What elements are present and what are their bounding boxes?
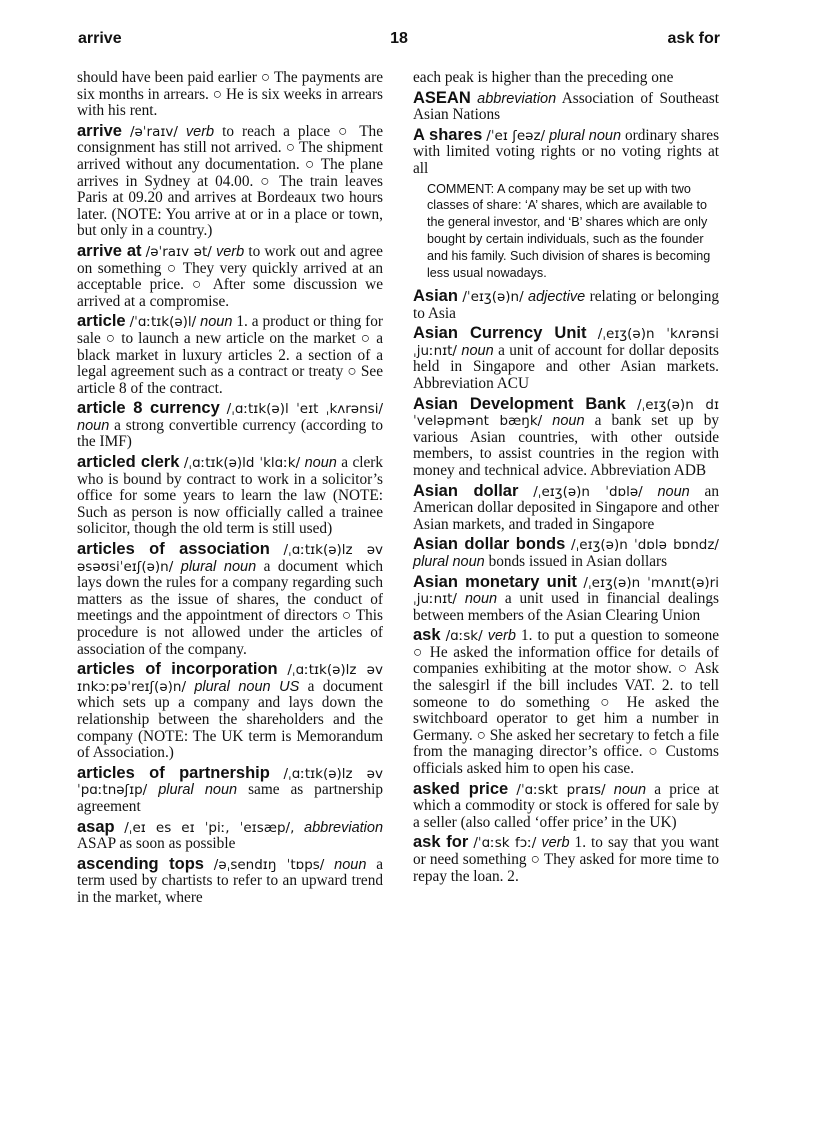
pronunciation: /ˌeɪʒ(ə)n dɪˈveləpmənt bæŋk/: [413, 396, 719, 430]
definition: a document which sets up a company and lays down the relationship between the shareholders and the company (NOTE: The UK term is Memorandum of Association.): [77, 677, 384, 762]
definition: relating or belonging to Asia: [413, 288, 720, 322]
pronunciation: /ˌɑːtɪk(ə)lz əv ɪnkɔːpəˈreɪʃ(ə)n/: [77, 662, 383, 695]
headword: Asian Development Bank: [413, 394, 626, 413]
pronunciation: /ɑːsk/: [445, 628, 483, 645]
dictionary-entry: [77, 856, 383, 907]
page-header: [78, 30, 720, 54]
definition: ASAP as soon as possible: [77, 835, 236, 853]
dictionary-entry: [413, 288, 719, 322]
part-of-speech: plural noun: [549, 127, 622, 144]
definition: a document which lays down the rules for a company regarding such matters as the issue of shares, the conduct of meetings and the appointment of directors ○ This procedure is not allowed under the articles of association of the company.: [77, 557, 384, 658]
pronunciation: /ˈeɪʒ(ə)n/: [462, 289, 524, 305]
definition: Association of Southeast Asian Nations: [413, 89, 719, 124]
part-of-speech: noun: [200, 314, 233, 331]
dictionary-entry: [413, 127, 719, 178]
dictionary-entry: [413, 781, 719, 832]
dictionary-entry: [77, 400, 383, 451]
headword: ask: [413, 626, 441, 645]
headword: ascending tops: [77, 854, 204, 873]
headword: arrive at: [77, 241, 142, 260]
part-of-speech: adjective: [528, 289, 586, 305]
pronunciation: /əˈraɪv ət/: [145, 243, 212, 260]
pronunciation: /ˌeɪʒ(ə)n ˈmʌnɪt(ə)ri ˌjuːnɪt/: [413, 574, 719, 608]
dictionary-entry: [413, 834, 719, 885]
headword: Asian dollar: [413, 481, 519, 500]
headword: Asian Currency Unit: [413, 324, 587, 343]
pronunciation: /ˈɑːsk fɔː/: [473, 835, 537, 852]
definition: a clerk who is bound by contract to work in a solicitor’s office for some years to learn the law (NOTE: Such as person is now officially called a trainee solicitor, though the old term is still used): [77, 454, 384, 538]
headword: Asian monetary unit: [413, 572, 577, 591]
left-column: [77, 70, 383, 910]
part-of-speech: noun: [613, 781, 647, 798]
pronunciation: /ˌɑːtɪk(ə)lz əv ˈpɑːtnəʃɪp/: [77, 765, 383, 799]
pronunciation: /əˌsendɪŋ ˈtɒps/: [213, 856, 325, 873]
headword: arrive: [77, 121, 122, 140]
dictionary-entry: [413, 483, 719, 534]
dictionary-entry: [413, 536, 719, 570]
dictionary-entry: [77, 123, 383, 240]
dictionary-entry: [77, 541, 383, 658]
headword: articles of partnership: [77, 763, 270, 782]
headword: asked price: [413, 779, 509, 798]
pronunciation: /ˌɑːtɪk(ə)lz əv əsəʊsiˈeɪʃ(ə)n/: [77, 542, 383, 575]
definition: to reach a place ○ The consignment has still not arrived. ○ The shipment arrived without any documentation. ○ The plane arrives in Sydney at 04.00. ○ The train leaves Paris at 09.20 and arrives at Bordeaux two hours later. (NOTE: You arrive at or in a place or town, but only in a country.): [77, 122, 383, 240]
headword: asap: [77, 817, 115, 836]
headword: article 8 currency: [77, 399, 220, 418]
headword: ASEAN: [413, 88, 471, 107]
part-of-speech: verb: [541, 835, 570, 852]
dictionary-entry: [413, 574, 719, 625]
headword: ask for: [413, 833, 469, 852]
part-of-speech: plural noun US: [194, 678, 300, 695]
part-of-speech: noun: [77, 417, 110, 434]
part-of-speech: abbreviation: [304, 819, 384, 836]
guide-word-last: ask for: [667, 30, 720, 47]
definition: 1. a product or thing for sale ○ to launch a new article on the market ○ a black market in luxury articles 2. a section of a legal agreement such as a contract or treaty ○ See article 8 of the contract.: [77, 313, 384, 397]
definition: a unit of account for dollar deposits held in Singapore and other Asian markets. Abbreviation ACU: [413, 341, 720, 392]
page-number: 18: [390, 30, 408, 47]
headword: articled clerk: [77, 453, 180, 472]
definition: each peak is higher than the preceding one: [413, 69, 674, 86]
part-of-speech: noun: [304, 455, 337, 472]
pronunciation: /ˌɑːtɪk(ə)ld ˈklɑːk/: [183, 455, 301, 472]
dictionary-entry: [77, 454, 383, 538]
definition: should have been paid earlier ○ The payments are six months in arrears. ○ He is six weeks in arrears with his rent.: [77, 69, 383, 120]
part-of-speech: verb: [185, 123, 215, 140]
pronunciation: /ˌeɪ es eɪ ˈpiː, ˈeɪsæp/,: [124, 819, 295, 836]
headword: A shares: [413, 125, 483, 144]
part-of-speech: plural noun: [180, 558, 257, 575]
comment-box: COMMENT: A company may be set up with two classes of share: ‘A’ shares, which are available to the general investor, and ‘B’ shares which are only bought by certain individuals, such as the founder and his family. Such division of shares is becoming less usual nowadays.: [427, 181, 711, 281]
dictionary-entry: [413, 627, 719, 777]
dictionary-entry: [77, 661, 383, 762]
definition: a bank set up by various Asian countries, with other outside members, to assist countries in the region with money and technical advice. Abbreviation ADB: [413, 412, 720, 479]
definition: to work out and agree on something ○ They very quickly arrived at an acceptable price. ○ After some discussion we arrived at a compromise.: [77, 242, 383, 310]
part-of-speech: plural noun: [413, 553, 485, 570]
definition: a strong convertible currency (according to the IMF): [77, 416, 384, 451]
part-of-speech: noun: [461, 342, 494, 359]
part-of-speech: noun: [334, 856, 367, 873]
dictionary-entry: [413, 90, 719, 124]
part-of-speech: abbreviation: [477, 90, 557, 107]
definition: bonds issued in Asian dollars: [488, 552, 668, 570]
pronunciation: /ˈɑːskt praɪs/: [516, 781, 606, 798]
pronunciation: /ˈeɪ ʃeəz/: [486, 127, 546, 144]
definition: a price at which a commodity or stock is offered for sale by a seller (also called ‘offer price’ in the UK): [413, 780, 720, 831]
part-of-speech: verb: [487, 628, 516, 645]
pronunciation: /ˌeɪʒ(ə)n ˈkʌrənsi ˌjuːnɪt/: [413, 326, 720, 359]
headword: Asian dollar bonds: [413, 535, 566, 554]
part-of-speech: noun: [552, 413, 585, 430]
part-of-speech: verb: [215, 243, 245, 260]
part-of-speech: plural noun: [158, 782, 238, 799]
dictionary-entry: [77, 313, 383, 397]
pronunciation: /əˈraɪv/: [129, 123, 178, 140]
guide-word-first: arrive: [78, 30, 122, 47]
definition: a unit used in financial dealings between members of the Asian Clearing Union: [413, 590, 720, 624]
part-of-speech: noun: [657, 483, 690, 500]
definition: same as partnership agreement: [77, 781, 384, 815]
dictionary-entry: [413, 70, 719, 87]
headword: articles of incorporation: [77, 660, 278, 679]
dictionary-entry: [77, 819, 383, 853]
dictionary-entry: [413, 396, 719, 480]
pronunciation: /ˌɑːtɪk(ə)l ˈeɪt ˌkʌrənsi/: [226, 401, 383, 418]
headword: article: [77, 312, 126, 331]
part-of-speech: noun: [464, 591, 498, 608]
headword: Asian: [413, 287, 458, 305]
pronunciation: /ˈɑːtɪk(ə)l/: [129, 314, 197, 331]
dictionary-entry: [77, 765, 383, 816]
dictionary-entry: [413, 325, 719, 392]
right-column: [413, 70, 719, 888]
definition: ordinary shares with limited voting rights or no voting rights at all: [413, 126, 720, 177]
pronunciation: /ˌeɪʒ(ə)n ˈdɒlə bɒndz/: [571, 537, 719, 554]
definition: an American dollar deposited in Singapore and other Asian markets, and traded in Singapore: [413, 482, 719, 533]
definition: 1. to say that you want or need something ○ They asked for more time to repay the loan. 2.: [413, 834, 719, 885]
dictionary-entry: [77, 70, 383, 120]
definition: a term used by chartists to refer to an upward trend in the market, where: [77, 855, 384, 906]
dictionary-entry: [77, 243, 383, 310]
pronunciation: /ˌeɪʒ(ə)n ˈdɒlə/: [533, 483, 643, 500]
headword: articles of association: [77, 540, 270, 559]
definition: 1. to put a question to someone ○ He asked the information office for details of companies exhibiting at the motor show. ○ Ask the salesgirl if the bill includes VAT. 2. to tell someone to do something ○ He asked the switchboard operator to get him a number in Germany. ○ She asked her secretary to fetch a file from the managing director’s office. ○ Customs officials asked him to open his case.: [413, 627, 720, 778]
